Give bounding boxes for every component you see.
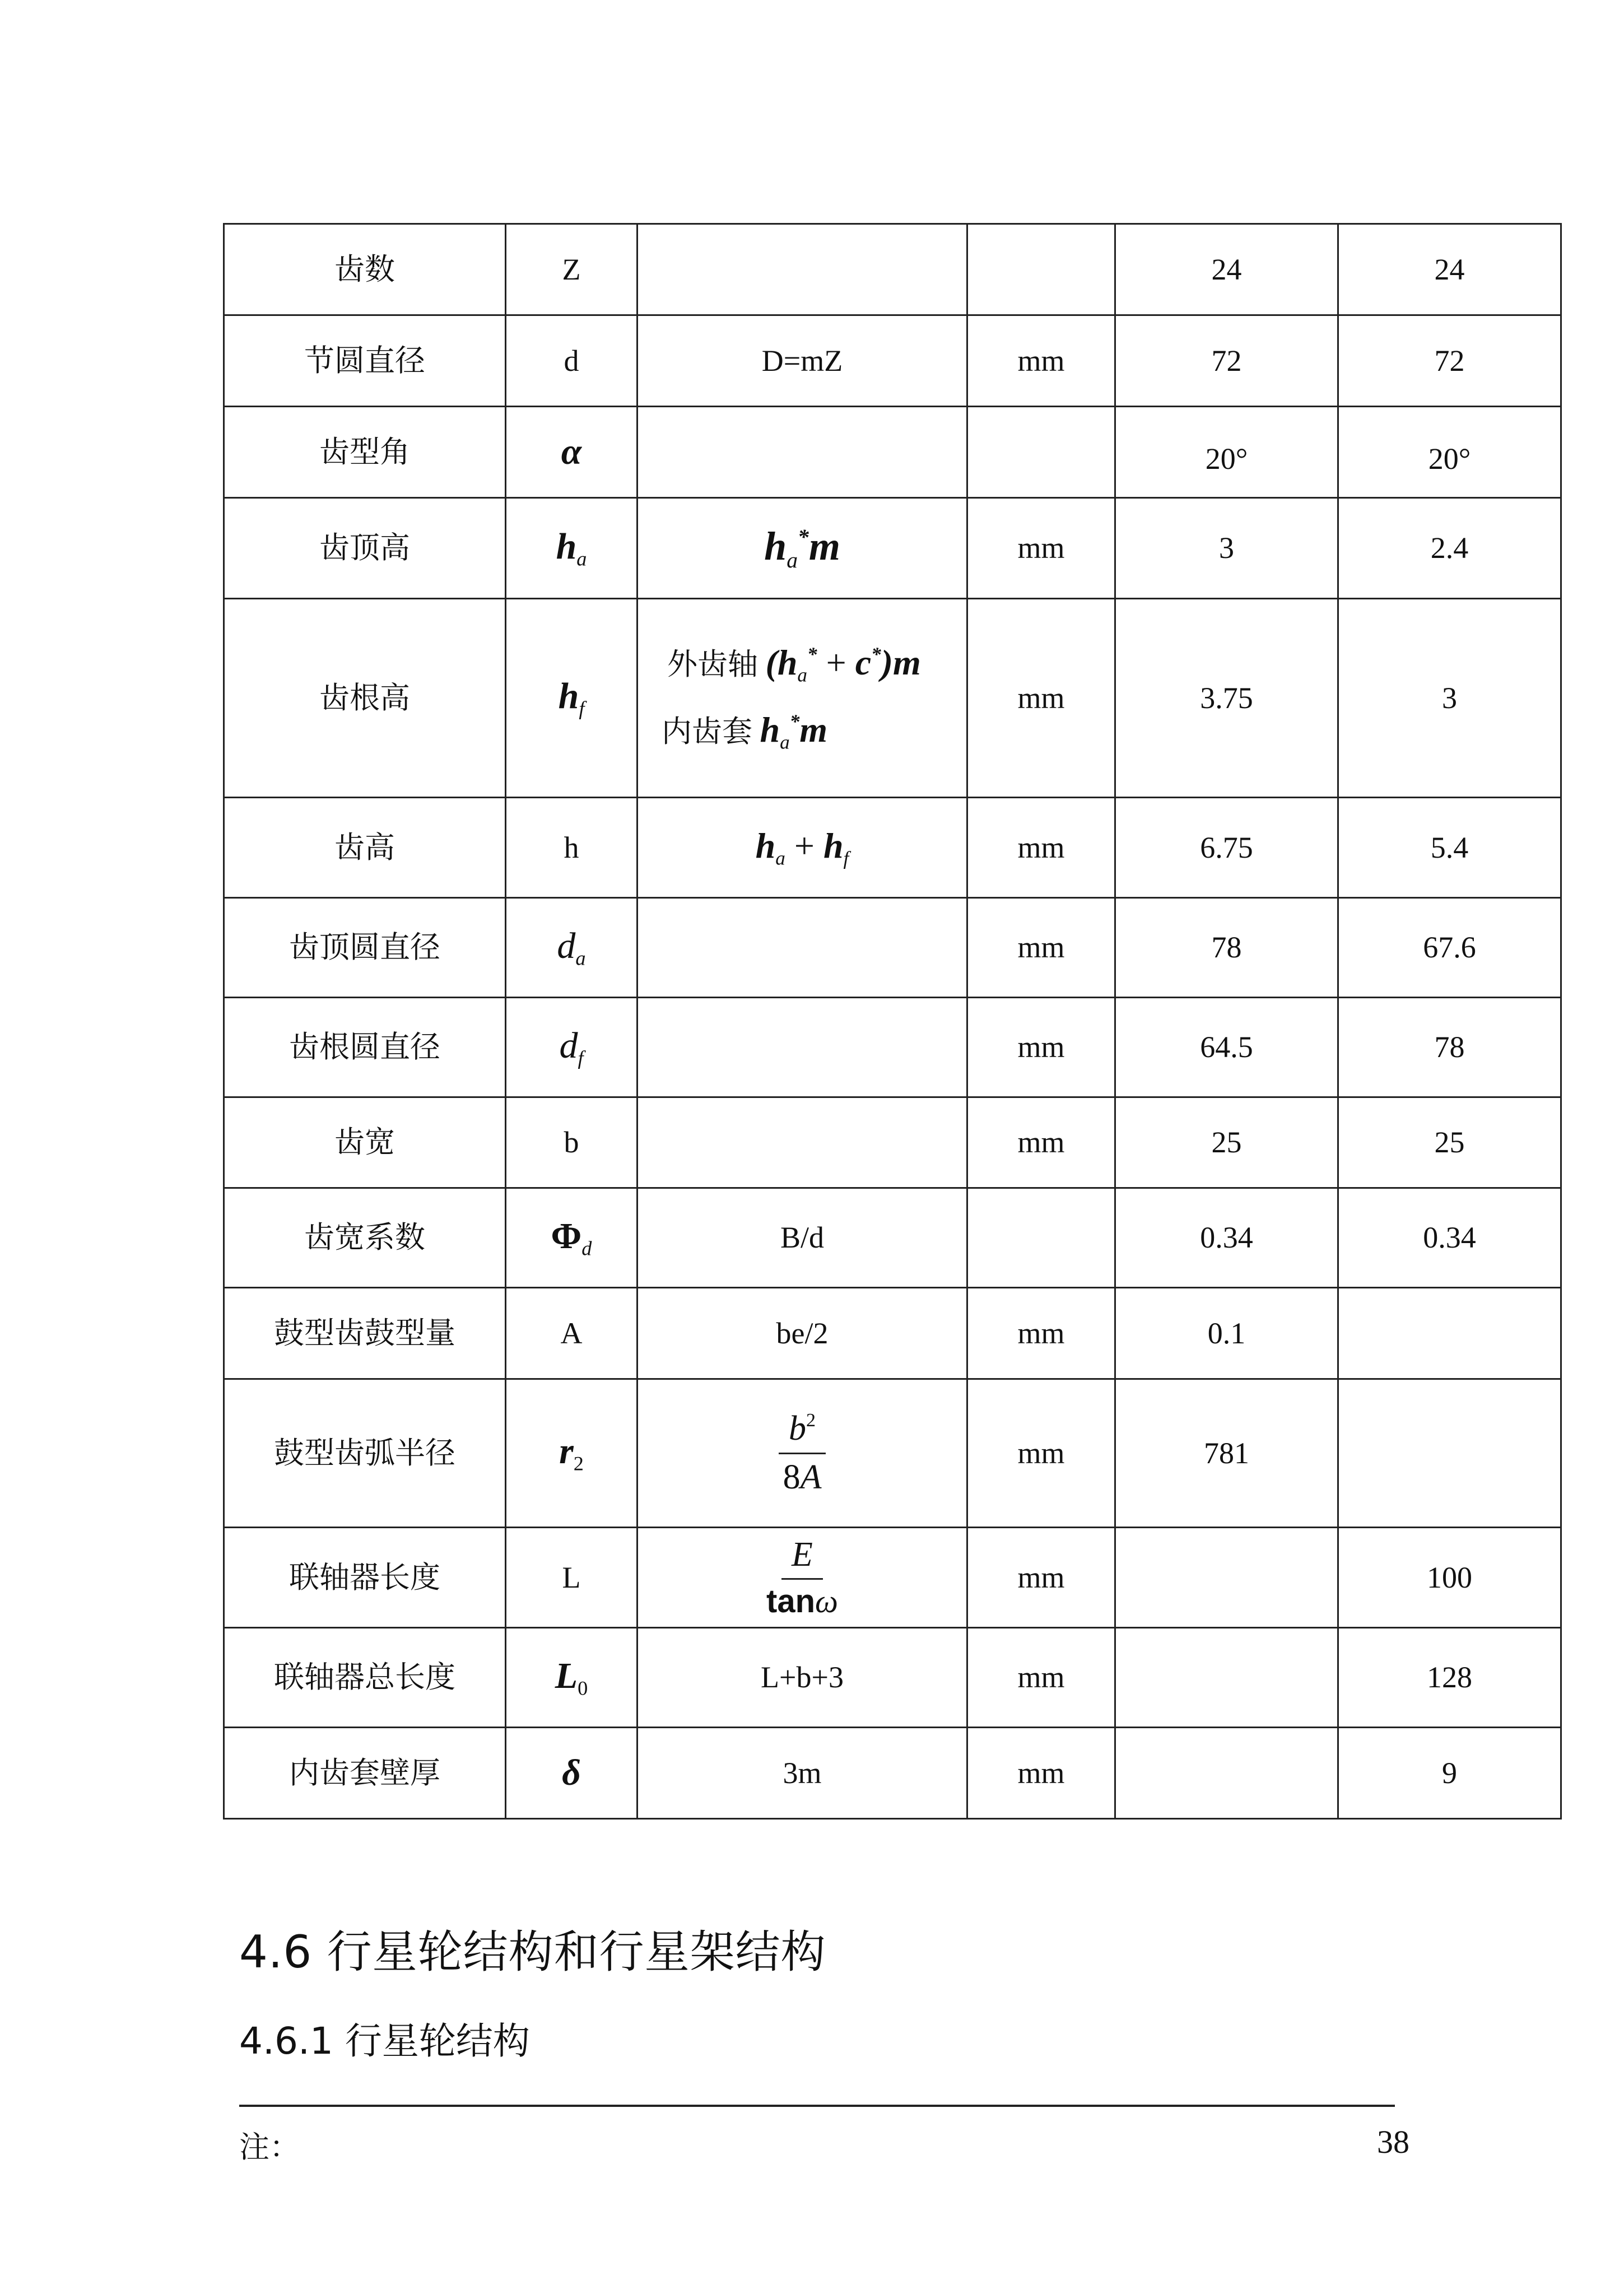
section-heading: 4.6 行星轮结构和行星架结构	[239, 1926, 826, 1978]
gear-parameter-table	[223, 223, 1562, 1820]
param-value: 6.75	[1115, 798, 1338, 898]
page-number: 38	[1377, 2124, 1409, 2160]
param-symbol: d	[506, 315, 637, 407]
param-symbol	[506, 1628, 637, 1728]
param-formula	[637, 224, 967, 315]
symbol-phi-d: $\Phi_d$	[551, 1215, 592, 1260]
table-row	[224, 407, 1561, 498]
param-symbol	[506, 498, 637, 599]
param-unit	[967, 407, 1115, 498]
param-value: 20°	[1338, 407, 1561, 498]
param-formula	[637, 898, 967, 998]
param-symbol	[506, 1728, 637, 1819]
param-value: 67.6	[1338, 898, 1561, 998]
param-value: 64.5	[1115, 998, 1338, 1097]
param-name: 联轴器长度	[224, 1528, 506, 1628]
symbol-L0: $L_0$	[555, 1655, 588, 1700]
param-unit: mm	[967, 599, 1115, 798]
param-formula	[637, 599, 967, 798]
param-value: 3.75	[1115, 599, 1338, 798]
param-formula	[637, 1097, 967, 1188]
param-unit: mm	[967, 1728, 1115, 1819]
param-symbol	[506, 407, 637, 498]
param-unit: mm	[967, 798, 1115, 898]
table-row	[224, 1097, 1561, 1188]
param-name: 鼓型齿鼓型量	[224, 1288, 506, 1379]
param-symbol: A	[506, 1288, 637, 1379]
param-name: 节圆直径	[224, 315, 506, 407]
formula-E-over-tan-omega: $\frac{E}{\tan\omega}$	[766, 1535, 838, 1620]
symbol-r2: $r_2$	[559, 1431, 584, 1475]
param-value	[1115, 1628, 1338, 1728]
param-unit: mm	[967, 1097, 1115, 1188]
param-symbol	[506, 1379, 637, 1528]
param-formula: 3m	[637, 1728, 967, 1819]
param-formula	[637, 798, 967, 898]
footer-divider	[239, 2105, 1395, 2107]
symbol-df: $d_f$	[559, 1025, 584, 1069]
param-symbol	[506, 599, 637, 798]
param-name: 鼓型齿弧半径	[224, 1379, 506, 1528]
table-row	[224, 898, 1561, 998]
param-value: 25	[1115, 1097, 1338, 1188]
param-formula	[637, 498, 967, 599]
param-value: 25	[1338, 1097, 1561, 1188]
param-formula	[637, 407, 967, 498]
table-row	[224, 498, 1561, 599]
param-formula: B/d	[637, 1188, 967, 1288]
table-row	[224, 1528, 1561, 1628]
table-row	[224, 1628, 1561, 1728]
formula-ha-plus-hf: $h_a + h_f$	[755, 826, 849, 869]
param-value: 0.1	[1115, 1288, 1338, 1379]
param-value: 78	[1338, 998, 1561, 1097]
param-name: 齿顶高	[224, 498, 506, 599]
param-symbol: Z	[506, 224, 637, 315]
param-name: 齿宽系数	[224, 1188, 506, 1288]
param-formula: D=mZ	[637, 315, 967, 407]
param-name: 联轴器总长度	[224, 1628, 506, 1728]
table-row	[224, 1188, 1561, 1288]
symbol-alpha: α	[561, 431, 582, 473]
table-row	[224, 599, 1561, 798]
param-unit: mm	[967, 1288, 1115, 1379]
param-value: 3	[1115, 498, 1338, 599]
param-name: 内齿套壁厚	[224, 1728, 506, 1819]
table-row	[224, 1288, 1561, 1379]
param-unit: mm	[967, 498, 1115, 599]
param-value: 128	[1338, 1628, 1561, 1728]
param-unit: mm	[967, 898, 1115, 998]
param-name: 齿根圆直径	[224, 998, 506, 1097]
param-value: 100	[1338, 1528, 1561, 1628]
param-unit: mm	[967, 1528, 1115, 1628]
param-name: 齿数	[224, 224, 506, 315]
subsection-heading: 4.6.1 行星轮结构	[239, 2020, 530, 2063]
table-row	[224, 1379, 1561, 1528]
symbol-da: $d_a$	[557, 925, 586, 970]
param-name: 齿宽	[224, 1097, 506, 1188]
param-value: 24	[1338, 224, 1561, 315]
param-formula	[637, 1379, 967, 1528]
param-name: 齿根高	[224, 599, 506, 798]
param-value	[1115, 1528, 1338, 1628]
param-symbol: L	[506, 1528, 637, 1628]
param-formula: L+b+3	[637, 1628, 967, 1728]
param-symbol	[506, 1188, 637, 1288]
table-row	[224, 798, 1561, 898]
param-value: 0.34	[1338, 1188, 1561, 1288]
param-symbol	[506, 898, 637, 998]
param-name: 齿高	[224, 798, 506, 898]
param-unit: mm	[967, 1628, 1115, 1728]
param-formula	[637, 998, 967, 1097]
table-row	[224, 224, 1561, 315]
param-value: 2.4	[1338, 498, 1561, 599]
param-unit: mm	[967, 315, 1115, 407]
param-name: 齿型角	[224, 407, 506, 498]
formula-inner-sleeve: 内齿套 $h_a^*m$	[662, 710, 828, 753]
param-value: 781	[1115, 1379, 1338, 1528]
param-formula	[637, 1528, 967, 1628]
param-value: 9	[1338, 1728, 1561, 1819]
formula-outer-gear: 外齿轴 $(h_a^* + c^*)m$	[667, 643, 921, 686]
formula-b2-over-8A: $\frac{b^2}{8A}$	[773, 1409, 832, 1497]
param-value: 78	[1115, 898, 1338, 998]
param-value: 5.4	[1338, 798, 1561, 898]
param-symbol	[506, 998, 637, 1097]
param-value: 20°	[1115, 407, 1338, 498]
param-value	[1338, 1379, 1561, 1528]
table-row	[224, 315, 1561, 407]
symbol-hf: $h_f$	[558, 676, 585, 720]
param-name: 齿顶圆直径	[224, 898, 506, 998]
symbol-delta: δ	[562, 1752, 581, 1794]
param-unit: mm	[967, 1379, 1115, 1528]
param-unit	[967, 224, 1115, 315]
param-unit	[967, 1188, 1115, 1288]
param-unit: mm	[967, 998, 1115, 1097]
param-value: 0.34	[1115, 1188, 1338, 1288]
param-value: 3	[1338, 599, 1561, 798]
table-row	[224, 1728, 1561, 1819]
param-value: 72	[1338, 315, 1561, 407]
param-value: 24	[1115, 224, 1338, 315]
param-value: 72	[1115, 315, 1338, 407]
param-symbol: h	[506, 798, 637, 898]
table-row	[224, 998, 1561, 1097]
formula-ha-star-m: $h_a^*m$	[764, 523, 840, 573]
param-value	[1338, 1288, 1561, 1379]
footer-note-label: 注：	[239, 2129, 300, 2165]
param-symbol: b	[506, 1097, 637, 1188]
param-value	[1115, 1728, 1338, 1819]
param-formula: be/2	[637, 1288, 967, 1379]
symbol-ha: $h_a$	[556, 525, 587, 570]
